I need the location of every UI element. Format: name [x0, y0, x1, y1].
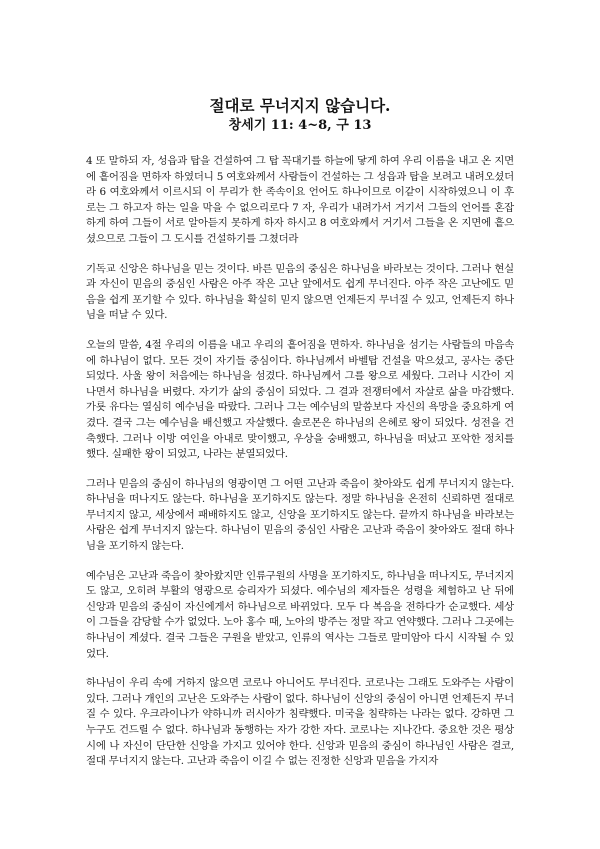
- scripture-reference: 창세기 11: 4~8, 구 13: [228, 118, 372, 133]
- paragraph: 그러나 믿음의 중심이 하나님의 영광이면 그 어떤 고난과 죽음이 찾아와도 쉽게 무너지지 않는다. 하나님을 떠나지도 않는다. 하나님을 포기하지도 않는다. 정말 하나님을 온전히 신뢰하면 절대로 무너지지 않고, 세상에서 패배하지도 않고, 신앙을 포기하지도 않는다. 끝까지 하나님을 바라보는 사람은 쉽게 무너지지 않는다. 하나님이 믿음의 중심인 사람은 고난과 죽음이 찾아와도 절대 하나님을 포기하지 않는다.: [86, 477, 514, 553]
- paragraph-scripture: 4 또 말하되 자, 성읍과 탑을 건설하여 그 탑 꼭대기를 하늘에 닿게 하여 우리 이름을 내고 온 지면에 흩어짐을 면하자 하였더니 5 여호와께서 사람들이 건설하는 그 성읍과 탑을 보려고 내려오셨더라 6 여호와께서 이르시되 이 무리가 한 족속이요 언어도 하나이므로 이같이 시작하였으니 이 후로는 그 하고자 하는 일을 막을 수 없으리로다 7 자, 우리가 내려가서 거기서 그들의 언어를 혼잡하게 하여 그들이 서로 알아듣지 못하게 하자 하시고 8 여호와께서 거기서 그들을 온 지면에 흩으셨으므로 그들이 그 도시를 건설하기를 그쳤더라: [86, 155, 514, 245]
- paragraph: 예수님은 고난과 죽음이 찾아왔지만 인류구원의 사명을 포기하지도, 하나님을 떠나지도, 무너지지도 않고, 오히려 부활의 영광으로 승리자가 되셨다. 예수님의 제자들은 성령을 체험하고 난 뒤에 신앙과 믿음의 중심이 자신에게서 하나님으로 바뀌었다. 모두 다 복음을 전하다가 순교했다. 세상이 그들을 감당할 수가 없었다. 노아 홍수 때, 노아의 방주는 정말 작고 연약했다. 그러나 그곳에는 하나님이 계셨다. 결국 그들은 구원을 받았고, 인류의 역사는 그들로 말미암아 다시 시작될 수 있었다.: [86, 569, 514, 660]
- paragraph: 기독교 신앙은 하나님을 믿는 것이다. 바른 믿음의 중심은 하나님을 바라보는 것이다. 그러나 현실과 자신이 믿음의 중심인 사람은 아주 작은 고난 앞에서도 쉽게 무너진다. 아주 작은 고난에도 믿음을 쉽게 포기할 수 있다. 하나님을 확실히 믿지 않으면 언제든지 무너질 수 있고, 언제든지 하나님을 떠날 수 있다.: [86, 262, 514, 322]
- page-title: 절대로 무너지지 않습니다.: [209, 96, 391, 115]
- paragraph: 오늘의 말씀, 4절 우리의 이름을 내고 우리의 흩어짐을 면하자. 하나님을 섬기는 사람들의 마음속에 하나님이 없다. 모든 것이 자기들 중심이다. 하나님께서 바벨탑 건설을 막으셨고, 공사는 중단되었다. 사울 왕이 처음에는 하나님을 섬겼다. 하나님께서 그를 왕으로 세웠다. 그러나 시간이 지나면서 하나님을 버렸다. 자기가 삶의 중심이 되었다. 그 결과 전쟁터에서 자살로 삶을 마감했다. 가룟 유다는 열심히 예수님을 따랐다. 그러나 그는 예수님의 말씀보다 자신의 욕망을 중요하게 여겼다. 결국 그는 예수님을 배신했고 자살했다. 솔로몬은 하나님의 은혜로 왕이 되었다. 성전을 건축했다. 그러나 이방 여인을 아내로 맞이했고, 우상을 숭배했고, 하나님을 떠났고 포악한 정치를 했다. 실패한 왕이 되었고, 나라는 분열되었다.: [86, 338, 514, 461]
- paragraph: 하나님이 우리 속에 거하지 않으면 코로나 아니어도 무너진다. 코로나는 그래도 도와주는 사람이 있다. 그러나 개인의 고난은 도와주는 사람이 없다. 하나님이 신앙의 중심이 아니면 언제든지 무너질 수 있다. 우크라이나가 약하니까 러시아가 침략했다. 미국을 침략하는 나라는 없다. 강하면 그 누구도 건드릴 수 없다. 하나님과 동행하는 자가 강한 자다. 코로나는 지나간다. 중요한 것은 평상시에 나 자신이 단단한 신앙을 가지고 있어야 한다. 신앙과 믿음의 중심이 하나님인 사람은 결코, 절대 무너지지 않는다. 고난과 죽음이 이길 수 없는 진정한 신앙과 믿음을 가지자: [86, 677, 514, 768]
